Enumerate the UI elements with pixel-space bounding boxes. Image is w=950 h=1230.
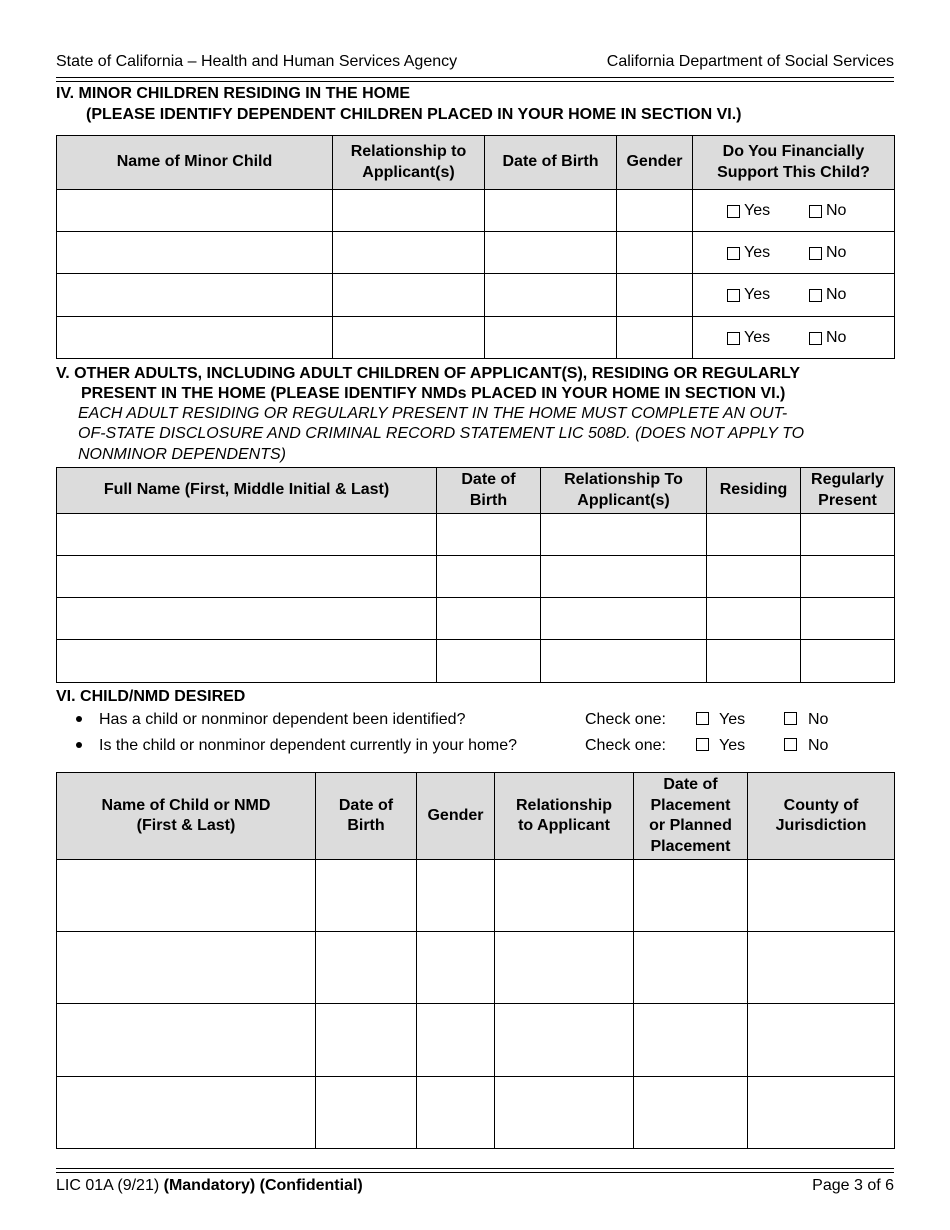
table-row <box>57 317 895 359</box>
support-no-option[interactable] <box>809 244 846 262</box>
section-v-title: V. OTHER ADULTS, INCLUDING ADULT CHILDREN OF APPLICANT(S), RESIDING OR REGULARLY <box>56 365 801 382</box>
question-text: Is the child or nonminor dependent currently in your home? <box>99 737 518 754</box>
county-cell[interactable] <box>748 932 895 1004</box>
table-row <box>57 232 895 274</box>
residing-cell[interactable] <box>707 514 801 556</box>
col-header: Gender <box>617 136 693 190</box>
date-of-birth-cell[interactable] <box>485 317 617 359</box>
checkbox[interactable] <box>809 205 822 218</box>
relationship-cell[interactable] <box>495 932 634 1004</box>
date-of-birth-cell[interactable] <box>437 598 541 640</box>
col-header: Do You Financially Support This Child? <box>693 136 895 190</box>
relationship-cell[interactable] <box>495 1077 634 1149</box>
col-header: Gender <box>417 773 495 860</box>
checkbox[interactable] <box>809 332 822 345</box>
child-name-cell[interactable] <box>57 1077 316 1149</box>
placement-date-cell[interactable] <box>634 1077 748 1149</box>
header-rule <box>56 77 894 82</box>
relationship-cell[interactable] <box>495 1004 634 1077</box>
yes-label: Yes <box>744 202 771 219</box>
section-v-note: EACH ADULT RESIDING OR REGULARLY PRESENT IN THE HOME MUST COMPLETE AN OUT- <box>78 405 788 422</box>
table-row <box>57 556 895 598</box>
table-row <box>57 1077 895 1149</box>
full-name-cell[interactable] <box>57 598 437 640</box>
department-name: California Department of Social Services <box>606 53 894 70</box>
gender-cell[interactable] <box>617 190 693 232</box>
checkbox[interactable] <box>784 712 797 725</box>
in-home-no-option[interactable] <box>784 736 828 756</box>
col-header: Name of Minor Child <box>57 136 333 190</box>
date-of-birth-cell[interactable] <box>437 640 541 683</box>
date-of-birth-cell[interactable] <box>316 1077 417 1149</box>
date-of-birth-cell[interactable] <box>485 232 617 274</box>
col-header: Date of Birth <box>437 468 541 514</box>
support-yes-option[interactable] <box>727 329 770 347</box>
residing-cell[interactable] <box>707 598 801 640</box>
yes-label: Yes <box>744 244 771 261</box>
check-one-label: Check one: <box>585 711 666 728</box>
other-adults-table <box>56 467 895 683</box>
form-id <box>56 1176 363 1196</box>
bullet-icon <box>76 742 82 748</box>
table-row <box>57 598 895 640</box>
checkbox[interactable] <box>727 332 740 345</box>
agency-name: State of California – Health and Human Services Agency <box>56 53 458 70</box>
table-row <box>57 514 895 556</box>
regularly-present-cell[interactable] <box>801 598 895 640</box>
relationship-cell[interactable] <box>333 232 485 274</box>
regularly-present-cell[interactable] <box>801 556 895 598</box>
yes-label: Yes <box>719 711 746 728</box>
col-header: Residing <box>707 468 801 514</box>
minor-children-table <box>56 135 895 359</box>
placement-date-cell[interactable] <box>634 932 748 1004</box>
county-cell[interactable] <box>748 860 895 932</box>
section-v-note: OF-STATE DISCLOSURE AND CRIMINAL RECORD STATEMENT LIC 508D. (DOES NOT APPLY TO <box>78 425 805 442</box>
col-header: Relationship to Applicant(s) <box>333 136 485 190</box>
checkbox[interactable] <box>696 712 709 725</box>
regularly-present-cell[interactable] <box>801 514 895 556</box>
col-header: Regularly Present <box>801 468 895 514</box>
gender-cell[interactable] <box>417 1077 495 1149</box>
section-iv-title: IV. MINOR CHILDREN RESIDING IN THE HOME <box>56 85 411 102</box>
county-cell[interactable] <box>748 1077 895 1149</box>
support-yes-option[interactable] <box>727 244 770 262</box>
child-name-cell[interactable] <box>57 932 316 1004</box>
minor-child-name-cell[interactable] <box>57 274 333 317</box>
question-identified <box>76 710 465 730</box>
gender-cell[interactable] <box>617 317 693 359</box>
in-home-yes-option[interactable] <box>696 736 745 756</box>
child-name-cell[interactable] <box>57 860 316 932</box>
no-label: No <box>826 286 847 303</box>
footer-rule <box>56 1168 894 1173</box>
yes-label: Yes <box>744 329 771 346</box>
no-label: No <box>826 329 847 346</box>
date-of-birth-cell[interactable] <box>437 514 541 556</box>
minor-child-name-cell[interactable] <box>57 190 333 232</box>
table-header-row <box>57 136 895 190</box>
table-row <box>57 190 895 232</box>
form-status: (Mandatory) (Confidential) <box>163 1177 363 1194</box>
gender-cell[interactable] <box>617 274 693 317</box>
support-no-option[interactable] <box>809 286 846 304</box>
relationship-cell[interactable] <box>541 514 707 556</box>
relationship-cell[interactable] <box>495 860 634 932</box>
minor-child-name-cell[interactable] <box>57 232 333 274</box>
bullet-icon <box>76 716 82 722</box>
gender-cell[interactable] <box>417 860 495 932</box>
regularly-present-cell[interactable] <box>801 640 895 683</box>
section-v-note: NONMINOR DEPENDENTS) <box>78 446 287 463</box>
full-name-cell[interactable] <box>57 556 437 598</box>
date-of-birth-cell[interactable] <box>485 274 617 317</box>
financial-support-cell <box>693 190 895 232</box>
gender-cell[interactable] <box>417 1004 495 1077</box>
checkbox[interactable] <box>809 247 822 260</box>
page-header <box>56 52 894 74</box>
support-no-option[interactable] <box>809 329 846 347</box>
table-row <box>57 932 895 1004</box>
section-iv-subtitle: (PLEASE IDENTIFY DEPENDENT CHILDREN PLACED IN YOUR HOME IN SECTION VI.) <box>86 106 742 123</box>
gender-cell[interactable] <box>417 932 495 1004</box>
checkbox[interactable] <box>696 738 709 751</box>
checkbox[interactable] <box>809 289 822 302</box>
placement-date-cell[interactable] <box>634 1004 748 1077</box>
relationship-cell[interactable] <box>541 598 707 640</box>
child-name-cell[interactable] <box>57 1004 316 1077</box>
col-header: Relationship To Applicant(s) <box>541 468 707 514</box>
col-header: Relationship to Applicant <box>495 773 634 860</box>
relationship-cell[interactable] <box>541 556 707 598</box>
table-header-row <box>57 468 895 514</box>
identified-yes-option[interactable] <box>696 710 745 730</box>
yes-label: Yes <box>744 286 771 303</box>
date-of-birth-cell[interactable] <box>316 932 417 1004</box>
question-in-home <box>76 736 517 756</box>
financial-support-cell <box>693 317 895 359</box>
col-header: Name of Child or NMD (First & Last) <box>57 773 316 860</box>
page-number: Page 3 of 6 <box>812 1177 894 1194</box>
relationship-cell[interactable] <box>333 190 485 232</box>
no-label: No <box>808 737 829 754</box>
table-row <box>57 1004 895 1077</box>
checkbox[interactable] <box>727 247 740 260</box>
no-label: No <box>808 711 829 728</box>
table-row <box>57 860 895 932</box>
financial-support-cell <box>693 274 895 317</box>
child-nmd-table <box>56 772 895 1149</box>
no-label: No <box>826 244 847 261</box>
full-name-cell[interactable] <box>57 640 437 683</box>
question-text: Has a child or nonminor dependent been identified? <box>99 711 466 728</box>
section-vi-title: VI. CHILD/NMD DESIRED <box>56 688 246 705</box>
checkbox[interactable] <box>784 738 797 751</box>
placement-date-cell[interactable] <box>634 860 748 932</box>
checkbox[interactable] <box>727 289 740 302</box>
relationship-cell[interactable] <box>333 274 485 317</box>
relationship-cell[interactable] <box>333 317 485 359</box>
date-of-birth-cell[interactable] <box>316 860 417 932</box>
financial-support-cell <box>693 232 895 274</box>
check-one-label: Check one: <box>585 737 666 754</box>
county-cell[interactable] <box>748 1004 895 1077</box>
section-v-title-cont: PRESENT IN THE HOME (PLEASE IDENTIFY NMDs PLACED IN YOUR HOME IN SECTION VI.) <box>81 385 786 402</box>
col-header: Date of Birth <box>316 773 417 860</box>
table-header-row <box>57 773 895 860</box>
col-header: Full Name (First, Middle Initial & Last) <box>57 468 437 514</box>
support-yes-option[interactable] <box>727 286 770 304</box>
col-header: County of Jurisdiction <box>748 773 895 860</box>
date-of-birth-cell[interactable] <box>485 190 617 232</box>
no-label: No <box>826 202 847 219</box>
table-row <box>57 274 895 317</box>
col-header: Date of Placement or Planned Placement <box>634 773 748 860</box>
minor-child-name-cell[interactable] <box>57 317 333 359</box>
full-name-cell[interactable] <box>57 514 437 556</box>
form-number: LIC 01A (9/21) <box>56 1177 164 1194</box>
col-header: Date of Birth <box>485 136 617 190</box>
residing-cell[interactable] <box>707 556 801 598</box>
date-of-birth-cell[interactable] <box>437 556 541 598</box>
support-yes-option[interactable] <box>727 202 770 220</box>
identified-no-option[interactable] <box>784 710 828 730</box>
checkbox[interactable] <box>727 205 740 218</box>
table-row <box>57 640 895 683</box>
support-no-option[interactable] <box>809 202 846 220</box>
date-of-birth-cell[interactable] <box>316 1004 417 1077</box>
yes-label: Yes <box>719 737 746 754</box>
residing-cell[interactable] <box>707 640 801 683</box>
gender-cell[interactable] <box>617 232 693 274</box>
relationship-cell[interactable] <box>541 640 707 683</box>
